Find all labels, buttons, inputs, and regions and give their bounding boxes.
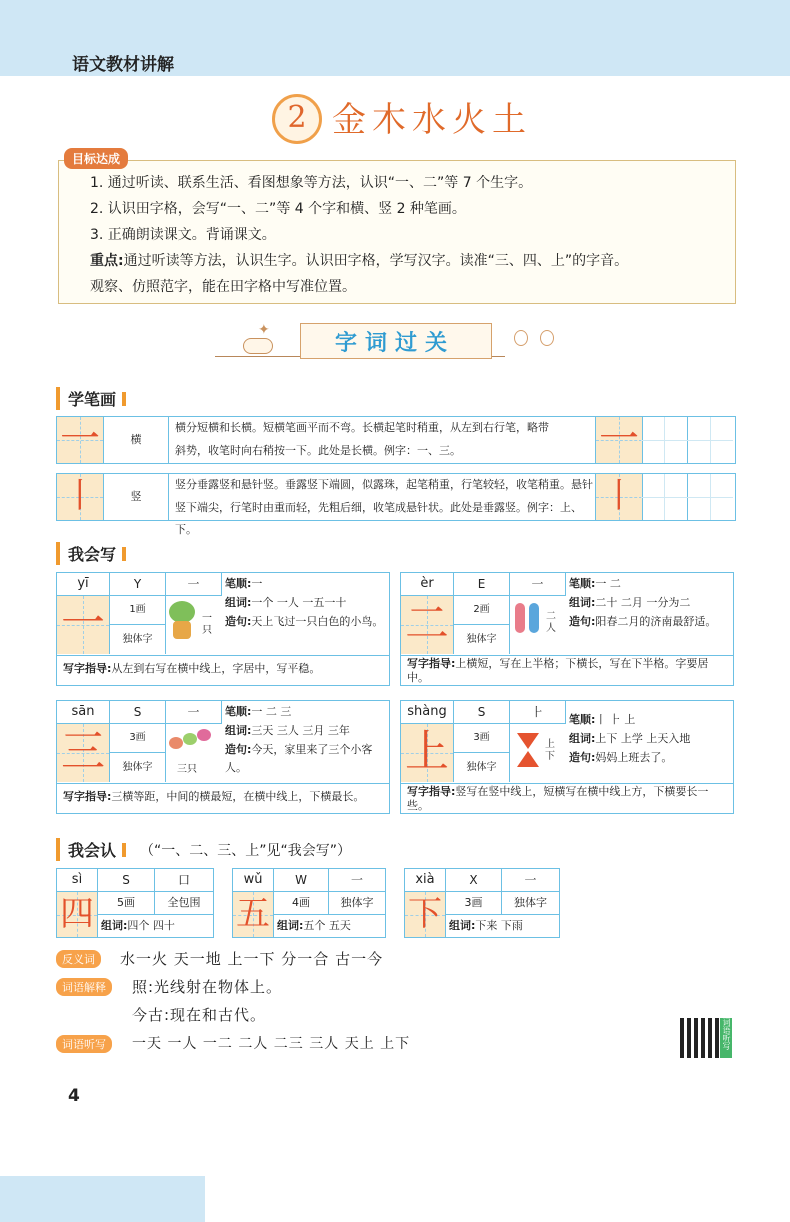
guide-label: 写字指导: bbox=[63, 790, 112, 803]
up-triangle-icon bbox=[517, 751, 539, 767]
words-value: 一个 一人 一五一十 bbox=[251, 596, 347, 609]
stroke-count: 1画 bbox=[110, 596, 166, 625]
qr-label: 词语听写 bbox=[722, 1018, 731, 1050]
explain-line-2: 今古:现在和古代。 bbox=[132, 1006, 267, 1024]
structure: 全包围 bbox=[155, 892, 213, 915]
sentence-label: 造句: bbox=[225, 743, 252, 756]
sentence-value: 妈妈上班去了。 bbox=[595, 751, 673, 764]
words bbox=[569, 730, 729, 748]
words-label: 组词: bbox=[277, 919, 304, 932]
antonym-list: 水一火 天一地 上一下 分一合 古一今 bbox=[120, 950, 384, 968]
structure: 独体字 bbox=[454, 625, 510, 654]
capital-letter: S bbox=[98, 869, 155, 892]
stroke-glyph-copy: 一 bbox=[599, 416, 639, 462]
section-label-text: 我会写 bbox=[68, 545, 117, 564]
char-glyph: 四 bbox=[60, 894, 94, 934]
page-number: 4 bbox=[68, 1086, 80, 1106]
goal-key-text: 通过听读等方法，认识生字。认识田字格，学写汉字。读准“三、四、上”的字音。 bbox=[123, 253, 629, 269]
words-value: 上下 上学 上天入地 bbox=[595, 732, 691, 745]
explain-tag: 词语解释 bbox=[56, 978, 112, 996]
sentence bbox=[225, 741, 385, 777]
words-value: 三天 三人 三月 三年 bbox=[251, 724, 350, 737]
stroke-order bbox=[225, 575, 385, 593]
goal-item-1: 1. 通过听读、联系生活、看图想象等方法，认识“一、二”等 7 个生字。 bbox=[90, 175, 533, 191]
goal-item-3: 3. 正确朗读课文。背诵课文。 bbox=[90, 227, 276, 243]
recognize-card-xia bbox=[404, 868, 560, 938]
dictation-tag: 词语听写 bbox=[56, 1035, 112, 1053]
pic-label: 上下 bbox=[545, 739, 555, 762]
write-card-san bbox=[56, 700, 390, 814]
child-icon bbox=[515, 603, 525, 633]
sentence-label: 造句: bbox=[225, 615, 252, 628]
char-glyph: 五 bbox=[236, 894, 270, 934]
structure: 独体字 bbox=[454, 753, 510, 782]
tian-grid bbox=[57, 474, 104, 520]
stroke-row-heng bbox=[56, 416, 736, 464]
stroke-glyph: 丨 bbox=[63, 476, 97, 516]
antonym-tag: 反义词 bbox=[56, 950, 101, 968]
stroke-desc-line1: 竖分垂露竖和悬针竖。垂露竖下端圆，似露珠，起笔稍重，行笔较轻，收笔稍重。悬针 bbox=[175, 478, 593, 491]
order-value: 丨 ⺊ 上 bbox=[595, 713, 636, 726]
guide-value: 三横等距，中间的横最短，在横中线上，下横最长。 bbox=[111, 790, 365, 803]
pinyin: shàng bbox=[401, 701, 454, 724]
grid-line bbox=[710, 474, 711, 520]
words-value: 二十 二月 一分为二 bbox=[595, 596, 691, 609]
lesson-number: 2 bbox=[272, 94, 322, 144]
char-glyph: 上 bbox=[405, 726, 449, 777]
order-value: 一 二 bbox=[595, 577, 621, 590]
guide-label: 写字指导: bbox=[63, 662, 112, 675]
sentence-value: 阳春二月的济南最舒适。 bbox=[595, 615, 717, 628]
words-label: 组词: bbox=[101, 919, 128, 932]
guide-value: 竖写在竖中线上，短横写在横中线上方，下横要长一些。 bbox=[407, 785, 709, 812]
guide-value: 上横短，写在上半格；下横长，写在下半格。字要居中。 bbox=[407, 657, 709, 684]
grid-line bbox=[641, 440, 733, 441]
sentence-value: 今天，家里来了三个小客人。 bbox=[225, 743, 373, 774]
book-section-title: 语文教材讲解 bbox=[72, 55, 174, 75]
order-label: 笔顺: bbox=[225, 705, 252, 718]
pinyin: wǔ bbox=[233, 869, 274, 892]
write-card-er bbox=[400, 572, 734, 686]
writing-guide bbox=[407, 657, 727, 685]
qr-code-icon[interactable] bbox=[680, 1018, 720, 1058]
order-label: 笔顺: bbox=[225, 577, 252, 590]
pinyin: èr bbox=[401, 573, 454, 596]
goal-key-label: 重点: bbox=[90, 253, 124, 269]
recognize-card-wu bbox=[232, 868, 386, 938]
write-card-yi bbox=[56, 572, 390, 686]
recognize-card-si bbox=[56, 868, 214, 938]
guide-label: 写字指导: bbox=[407, 657, 456, 670]
capital-letter: W bbox=[274, 869, 329, 892]
order-value: 一 bbox=[251, 577, 263, 590]
sentence bbox=[225, 613, 385, 631]
radical: 口 bbox=[155, 869, 213, 892]
lantern-icon bbox=[514, 330, 528, 346]
card-divider bbox=[401, 783, 733, 784]
stroke-desc-line2: 竖下端尖，行笔时由重而轻，先粗后细，收笔成悬针状。此处是垂露竖。例字：上、下。 bbox=[175, 501, 582, 536]
radical: 一 bbox=[329, 869, 385, 892]
words bbox=[101, 917, 175, 935]
qr-label-strip bbox=[720, 1018, 732, 1058]
explain-line-1: 照:光线射在物体上。 bbox=[132, 978, 283, 996]
capital-letter: E bbox=[454, 573, 510, 596]
order-value: 一 二 三 bbox=[251, 705, 292, 718]
card-divider bbox=[401, 655, 733, 656]
words-value: 五个 五天 bbox=[303, 919, 351, 932]
words bbox=[225, 722, 385, 740]
lesson-title: 金木水火土 bbox=[332, 100, 532, 140]
stroke-count: 4画 bbox=[274, 892, 329, 915]
stroke-glyph-copy: 丨 bbox=[602, 476, 636, 516]
char-glyph: 一 bbox=[61, 598, 105, 649]
capital-letter: S bbox=[454, 701, 510, 724]
radical: 一 bbox=[166, 573, 222, 596]
grid-line bbox=[710, 417, 711, 463]
stroke-order bbox=[569, 575, 729, 593]
char-glyph: 二 bbox=[405, 598, 449, 649]
words bbox=[449, 917, 523, 935]
tian-grid bbox=[595, 474, 643, 520]
words-label: 组词: bbox=[569, 596, 596, 609]
stroke-glyph: 一 bbox=[60, 416, 100, 462]
structure: 独体字 bbox=[110, 625, 166, 654]
card-divider bbox=[57, 783, 389, 784]
stroke-count: 3画 bbox=[454, 724, 510, 753]
turtle-icon bbox=[169, 601, 195, 623]
structure: 独体字 bbox=[502, 892, 559, 915]
structure: 独体字 bbox=[329, 892, 385, 915]
bird-icon bbox=[183, 733, 197, 745]
tian-grid bbox=[595, 417, 643, 463]
tian-grid bbox=[57, 417, 104, 463]
words bbox=[569, 594, 729, 612]
label-marker bbox=[122, 392, 126, 406]
banner-title: 字词过关 bbox=[334, 330, 455, 356]
bird-icon: ✦ bbox=[258, 322, 270, 338]
structure: 独体字 bbox=[110, 753, 166, 782]
stroke-desc-line2: 斜势，收笔时向右稍按一下。此处是长横。例字：一、三。 bbox=[175, 444, 461, 457]
grid-line bbox=[664, 474, 665, 520]
sentence-label: 造句: bbox=[569, 751, 596, 764]
section-label-recognize bbox=[56, 838, 126, 861]
stroke-order bbox=[569, 711, 729, 729]
stroke-desc-line1: 横分短横和长横。短横笔画平而不弯。长横起笔时稍重，从左到右行笔，略带 bbox=[175, 421, 549, 434]
writing-guide bbox=[407, 785, 727, 813]
dictation-list: 一天 一人 一二 二人 二三 三人 天上 上下 bbox=[132, 1036, 411, 1052]
scroll-icon bbox=[243, 338, 273, 354]
tian-grid bbox=[57, 724, 110, 782]
write-card-shang bbox=[400, 700, 734, 814]
card-divider bbox=[57, 655, 389, 656]
sentence-label: 造句: bbox=[569, 615, 596, 628]
writing-guide bbox=[63, 787, 383, 807]
goal-item-2: 2. 认识田字格，会写“一、二”等 4 个字和横、竖 2 种笔画。 bbox=[90, 201, 466, 217]
char-glyph: 下 bbox=[408, 894, 442, 934]
tian-grid bbox=[57, 892, 98, 937]
lantern-icon bbox=[540, 330, 554, 346]
guide-label: 写字指导: bbox=[407, 785, 456, 798]
tian-grid bbox=[233, 892, 274, 937]
stroke-count: 2画 bbox=[454, 596, 510, 625]
bird-icon bbox=[169, 737, 183, 749]
goal-key-line-2: 观察、仿照范字，能在田字格中写准位置。 bbox=[90, 279, 356, 295]
stroke-count: 5画 bbox=[98, 892, 155, 915]
pinyin: sì bbox=[57, 869, 98, 892]
stroke-count: 3画 bbox=[110, 724, 166, 753]
tian-grid bbox=[401, 724, 454, 782]
sentence-value: 天上飞过一只白色的小鸟。 bbox=[251, 615, 384, 628]
tian-grid bbox=[57, 596, 110, 654]
radical: 一 bbox=[510, 573, 566, 596]
words-label: 组词: bbox=[225, 724, 252, 737]
down-triangle-icon bbox=[517, 733, 539, 749]
label-marker bbox=[122, 547, 126, 561]
grid-line bbox=[641, 497, 733, 498]
capital-letter: S bbox=[110, 701, 166, 724]
pic-label: 三只 bbox=[177, 764, 197, 775]
turtle-icon bbox=[173, 621, 191, 639]
radical: ⺊ bbox=[510, 701, 566, 724]
bird-icon bbox=[197, 729, 211, 741]
order-label: 笔顺: bbox=[569, 713, 596, 726]
capital-letter: Y bbox=[110, 573, 166, 596]
stroke-row-shu bbox=[56, 473, 736, 536]
child-icon bbox=[529, 603, 539, 633]
pinyin: yī bbox=[57, 573, 110, 596]
words-value: 四个 四十 bbox=[127, 919, 175, 932]
sentence bbox=[569, 749, 729, 767]
section-label-strokes bbox=[56, 387, 126, 410]
guide-value: 从左到右写在横中线上，字居中，写平稳。 bbox=[111, 662, 321, 675]
words-label: 组词: bbox=[449, 919, 476, 932]
footer-band bbox=[0, 1176, 205, 1222]
section-label-text: 我会认 bbox=[68, 841, 117, 860]
pic-label: 一只 bbox=[202, 613, 212, 636]
stroke-count: 3画 bbox=[446, 892, 502, 915]
radical: 一 bbox=[166, 701, 222, 724]
words-value: 下来 下雨 bbox=[475, 919, 523, 932]
section-label-text: 学笔画 bbox=[68, 390, 117, 409]
grid-line bbox=[664, 417, 665, 463]
writing-guide bbox=[63, 659, 383, 679]
words-label: 组词: bbox=[225, 596, 252, 609]
sentence bbox=[569, 613, 729, 631]
tian-grid bbox=[405, 892, 446, 937]
stroke-name: 竖 bbox=[104, 474, 169, 520]
pinyin: xià bbox=[405, 869, 446, 892]
goals-tag: 目标达成 bbox=[64, 148, 128, 169]
pinyin: sān bbox=[57, 701, 110, 724]
order-label: 笔顺: bbox=[569, 577, 596, 590]
pic-label: 二人 bbox=[546, 611, 556, 634]
stroke-name: 横 bbox=[104, 417, 169, 463]
tian-grid bbox=[401, 596, 454, 654]
capital-letter: X bbox=[446, 869, 502, 892]
stroke-order bbox=[225, 703, 385, 721]
section-label-write bbox=[56, 542, 126, 565]
radical: 一 bbox=[502, 869, 559, 892]
words-label: 组词: bbox=[569, 732, 596, 745]
label-marker bbox=[122, 843, 126, 857]
goal-key-line bbox=[90, 250, 628, 270]
words bbox=[277, 917, 351, 935]
recognize-note: （“一、二、三、上”见“我会写”） bbox=[140, 843, 352, 859]
char-glyph: 三 bbox=[61, 726, 105, 777]
words bbox=[225, 594, 385, 612]
